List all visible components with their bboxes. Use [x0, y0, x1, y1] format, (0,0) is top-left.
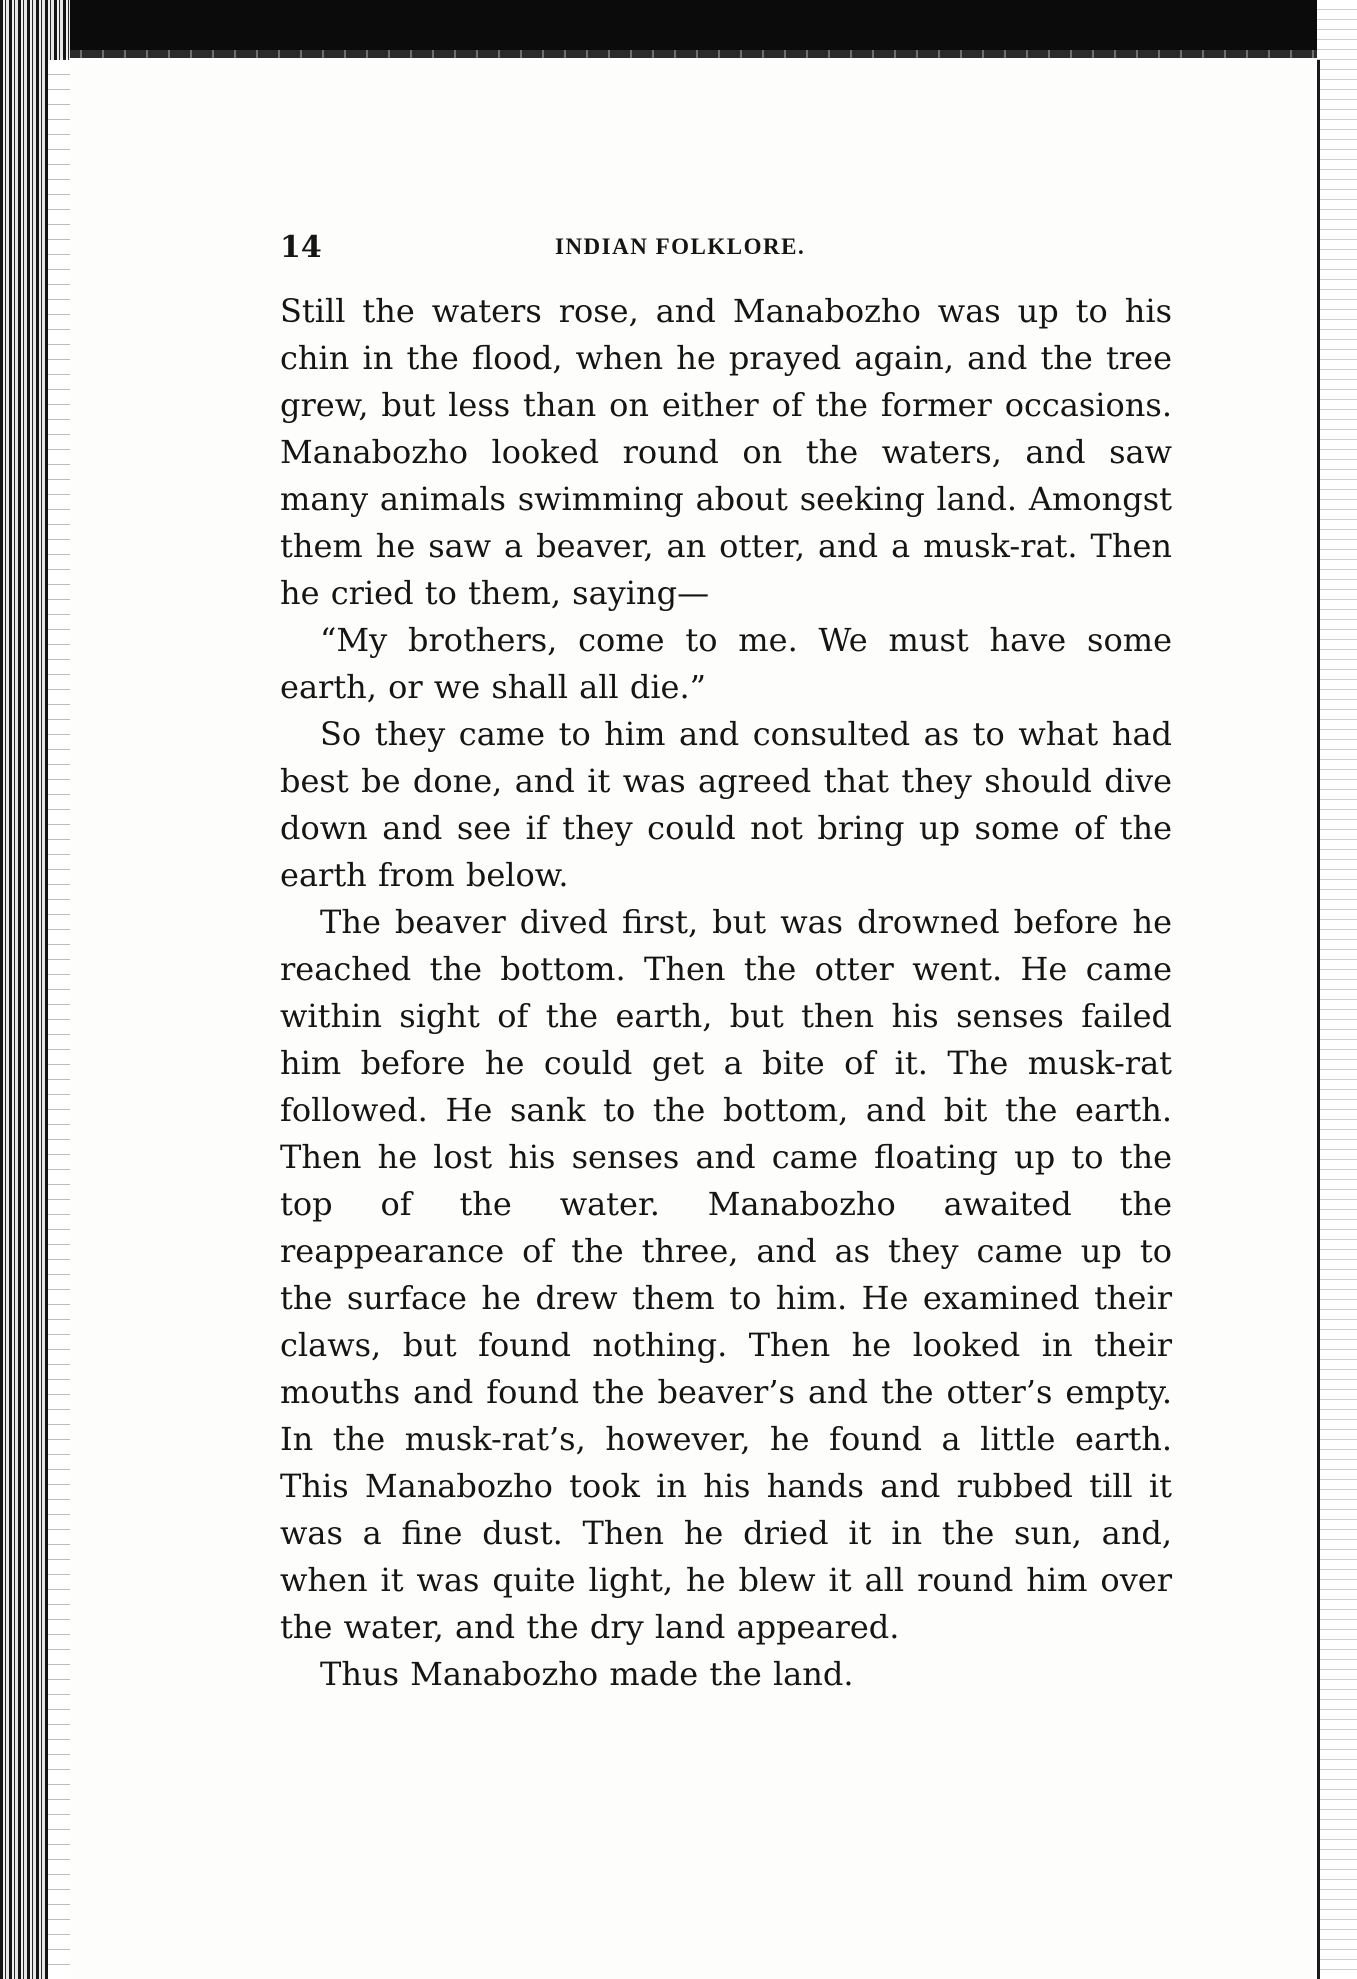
paragraph: Thus Manabozho made the land. — [320, 1655, 854, 1693]
paragraph: The beaver dived first, but was drowned before he reached the bottom. Then the otter went. He came within sight of the earth, but then his senses failed him before he could get a bite of it. The musk-rat followed. He sank to the bottom, and bit the earth. Then he lost his senses and came floating up to the top of the water. Manabozho awaited the reappearance of the three, and as they came up to the surface he drew them to him. He examined their claws, but found nothing. Then he looked in their mouths and found the beaver’s and the otter’s empty. In the musk-rat’s, however, he found a little earth. This Manabozho took in his hands and rubbed till it was a fine dust. Then he dried it in the sun, and, when it was quite light, he blew it all round him over the water, and the dry land appeared. — [280, 903, 1172, 1646]
running-title: INDIAN FOLKLORE. — [555, 234, 806, 259]
page-stack-right-edge — [1317, 0, 1357, 1979]
paragraph: So they came to him and consulted as to what had best be done, and it was agreed that they should dive down and see if they could not bring up some of the earth from below. — [280, 715, 1172, 894]
paragraph: “My brothers, come to me. We must have some earth, or we shall all die.” — [280, 621, 1172, 706]
right-edge-shadow — [1317, 60, 1320, 1979]
paragraph: Still the waters rose, and Manabozho was up to his chin in the flood, when he prayed again, and the tree grew, but less than on either of the former occasions. Manabozho looked round on the waters, and saw many animals swimming about seeking land. Amongst them he saw a beaver, an otter, and a musk-rat. Then he cried to them, saying— — [280, 292, 1172, 612]
page-stack-left-edge — [48, 60, 70, 1979]
page-text-block — [280, 230, 1172, 1698]
page-number: 14 — [280, 230, 322, 265]
running-head — [280, 230, 1172, 270]
